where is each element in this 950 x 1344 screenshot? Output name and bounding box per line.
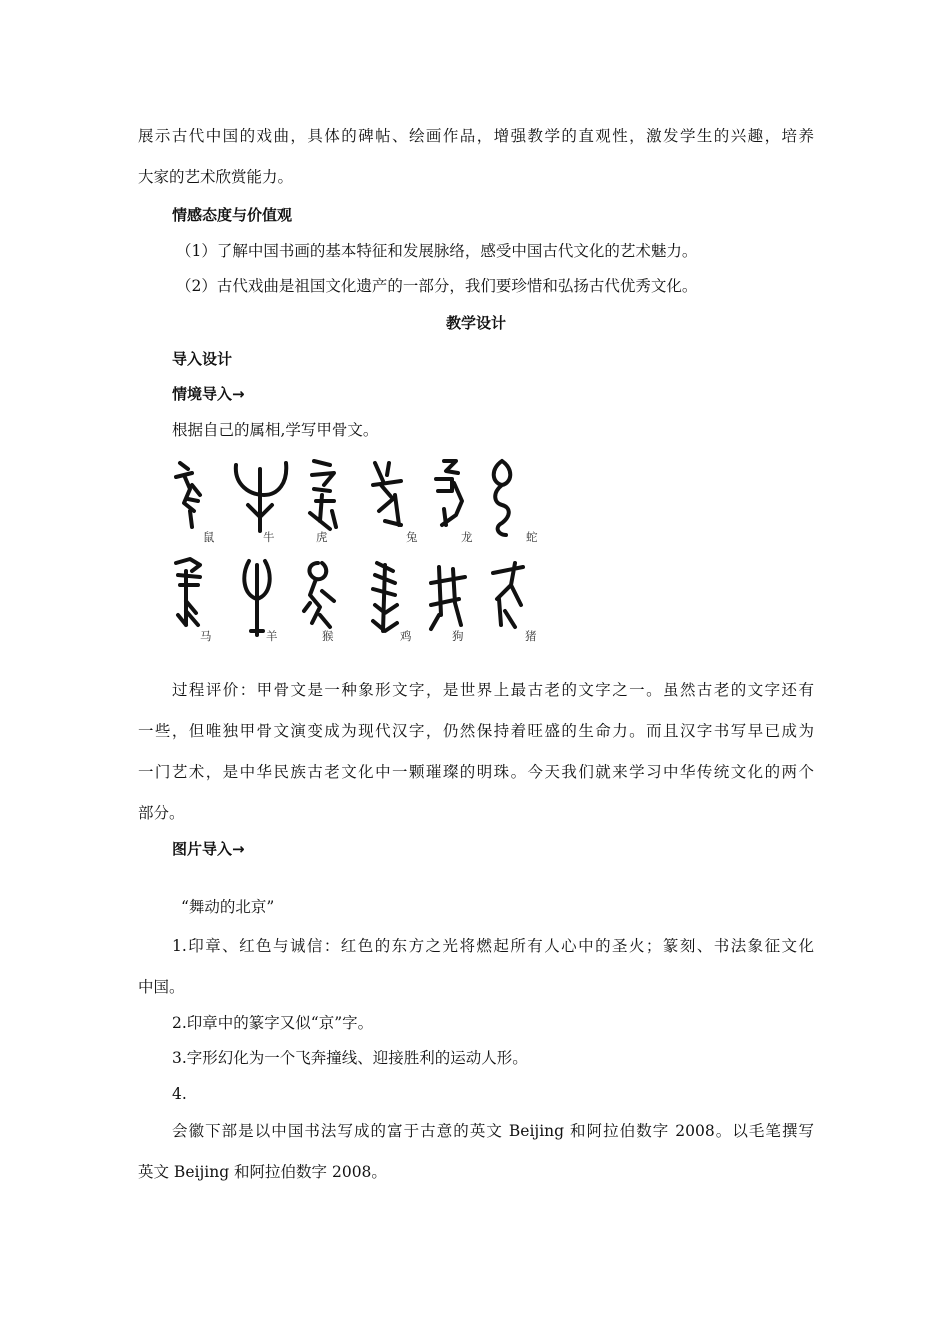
chicken-glyph <box>373 563 397 631</box>
oracle-bone-glyphs <box>160 450 550 650</box>
picture-item-3: 3.字形幻化为一个飞奔撞线、迎接胜利的运动人形。 <box>172 1049 528 1067</box>
sheep-glyph <box>244 561 269 635</box>
picture-item-1-line-2: 中国。 <box>138 978 185 996</box>
rabbit-glyph <box>373 463 401 525</box>
zodiac-label-monkey: 猴 <box>322 629 334 643</box>
zodiac-label-pig: 猪 <box>525 629 537 643</box>
rat-glyph <box>176 463 200 527</box>
ox-glyph <box>236 463 286 531</box>
zodiac-label-rat: 鼠 <box>203 530 215 544</box>
oracle-bone-zodiac-figure <box>160 450 550 650</box>
picture-intro-heading: 图片导入→ <box>172 840 245 858</box>
zodiac-label-tiger: 虎 <box>316 530 328 544</box>
design-title: 教学设计 <box>445 314 506 332</box>
dog-glyph <box>431 567 465 629</box>
emblem-description-line-2: 英文 Beijing 和阿拉伯数字 2008。 <box>138 1163 387 1181</box>
zodiac-label-rabbit: 兔 <box>406 530 418 544</box>
intro-line-1: 展示古代中国的戏曲，具体的碑帖、绘画作品，增强教学的直观性，激发学生的兴趣，培养 <box>138 127 814 145</box>
horse-glyph <box>176 559 200 625</box>
intro-line-2: 大家的艺术欣赏能力。 <box>138 168 294 186</box>
zodiac-label-sheep: 羊 <box>266 629 278 643</box>
zodiac-label-ox: 牛 <box>263 530 275 544</box>
dragon-glyph <box>436 461 462 525</box>
values-item-1: （1）了解中国书画的基本特征和发展脉络，感受中国古代文化的艺术魅力。 <box>176 242 698 260</box>
values-heading: 情感态度与价值观 <box>172 206 293 224</box>
values-item-2: （2）古代戏曲是祖国文化遗产的一部分，我们要珍惜和弘扬古代优秀文化。 <box>176 277 698 295</box>
evaluation-line-3: 一门艺术，是中华民族古老文化中一颗璀璨的明珠。今天我们就来学习中华传统文化的两个 <box>138 763 814 781</box>
zodiac-label-dog: 狗 <box>452 629 464 643</box>
pig-glyph <box>493 563 523 627</box>
context-intro-heading: 情境导入→ <box>172 385 245 403</box>
intro-design-heading: 导入设计 <box>172 350 233 368</box>
zodiac-label-horse: 马 <box>200 629 212 643</box>
zodiac-label-snake: 蛇 <box>526 530 538 544</box>
monkey-glyph <box>304 563 334 627</box>
zodiac-label-dragon: 龙 <box>461 530 473 544</box>
tiger-glyph <box>310 461 336 529</box>
evaluation-line-2: 一些，但唯独甲骨文演变成为现代汉字，仍然保持着旺盛的生命力。而且汉字书写早已成为 <box>138 722 814 740</box>
zodiac-instruction: 根据自己的属相,学写甲骨文。 <box>172 421 379 439</box>
zodiac-label-chicken: 鸡 <box>400 629 412 643</box>
picture-item-1-line-1: 1.印章、红色与诚信：红色的东方之光将燃起所有人心中的圣火；篆刻、书法象征文化 <box>172 937 814 955</box>
emblem-description-line-1: 会徽下部是以中国书法写成的富于古意的英文 Beijing 和阿拉伯数字 2008。以毛笔撰写 <box>172 1122 814 1140</box>
evaluation-line-4: 部分。 <box>138 804 185 822</box>
evaluation-line-1: 过程评价：甲骨文是一种象形文字，是世界上最古老的文字之一。虽然古老的文字还有 <box>172 681 814 699</box>
snake-glyph <box>494 461 511 535</box>
picture-item-2: 2.印章中的篆字又似“京”字。 <box>172 1014 374 1032</box>
beijing-quote: “舞动的北京” <box>181 898 275 916</box>
picture-item-4: 4. <box>172 1085 187 1103</box>
